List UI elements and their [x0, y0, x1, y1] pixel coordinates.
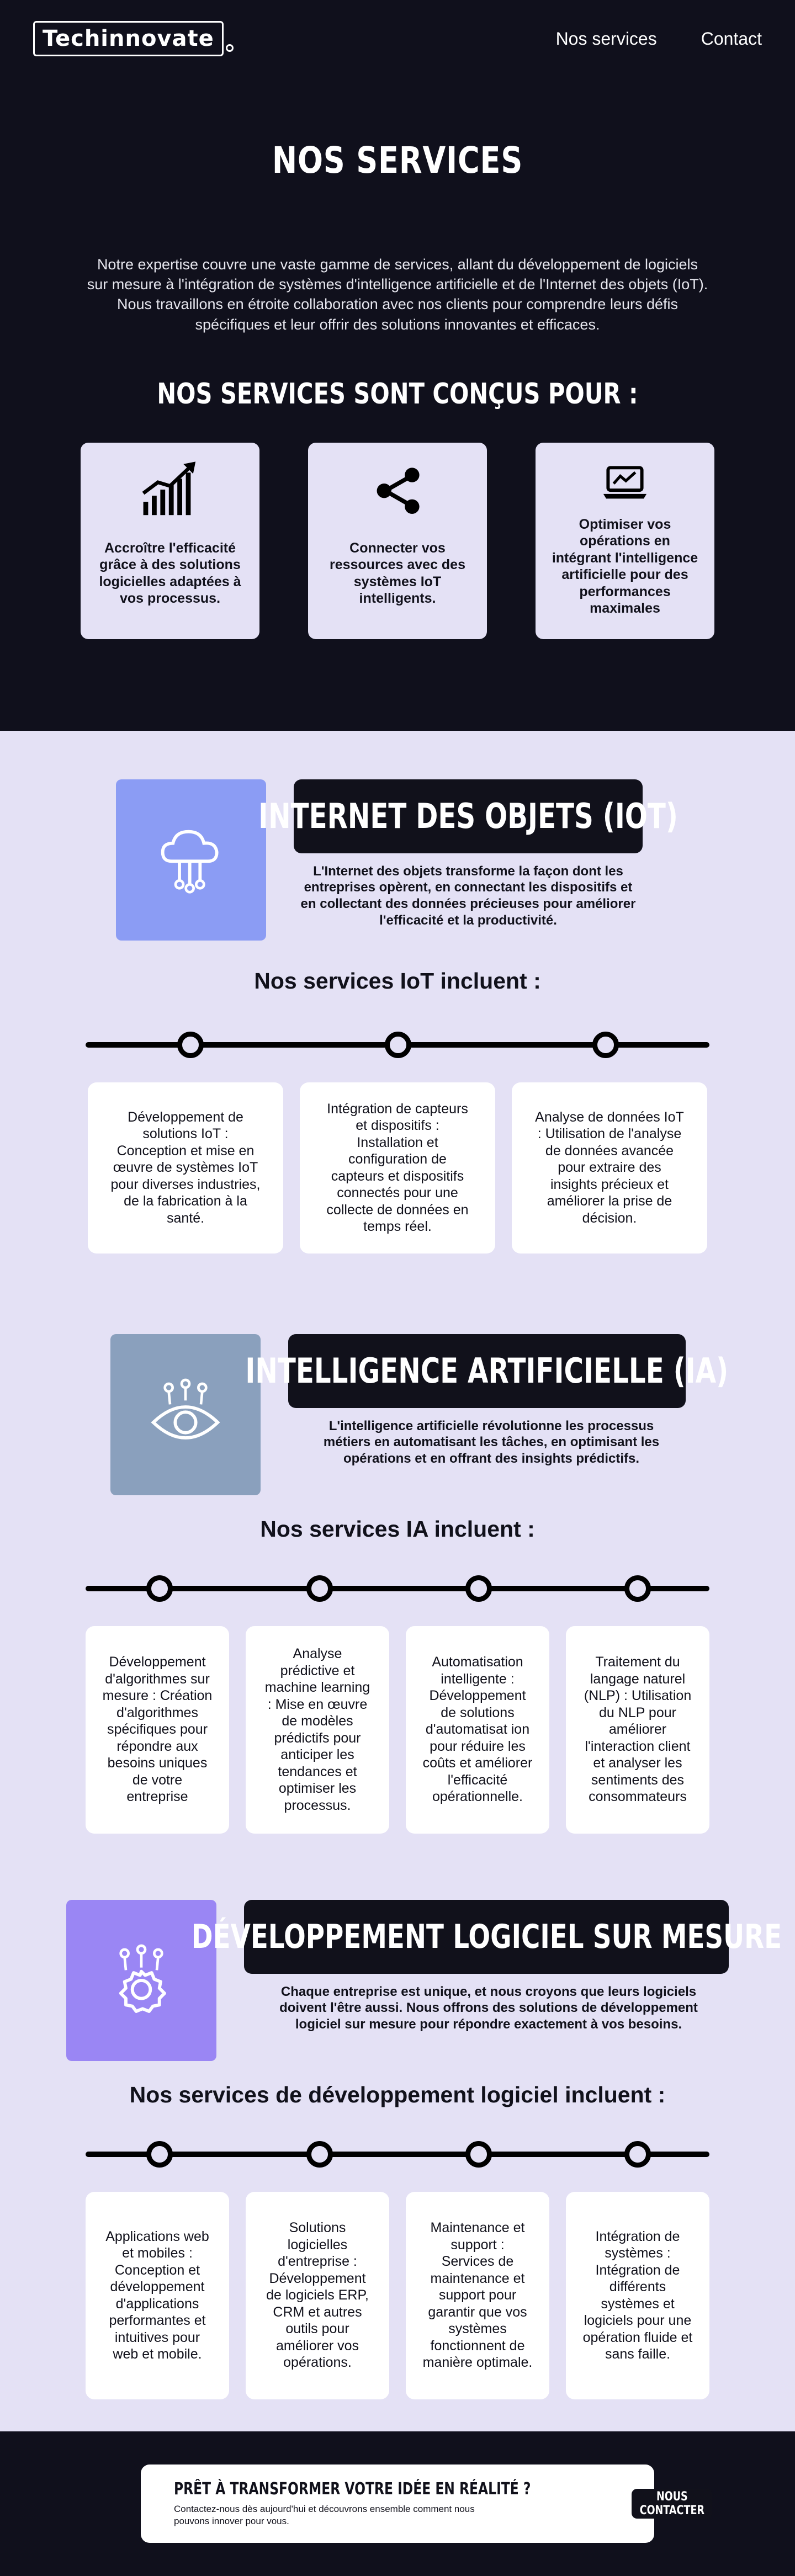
top-navigation [0, 0, 795, 77]
dev-service-list [0, 2192, 795, 2431]
footer [0, 2431, 795, 2576]
iot-includes-heading: Nos services IoT incluent : [254, 968, 541, 994]
timeline-node [385, 1032, 411, 1058]
list-item: Solutions logicielles d'entreprise : Développement de logiciels ERP, CRM et autres outils pour améliorer vos opérations. [246, 2192, 389, 2399]
ia-timeline [86, 1571, 709, 1604]
list-item: Analyse prédictive et machine learning : Mise en œuvre de modèles prédictifs pour anticiper les tendances et optimiser les processus. [246, 1626, 389, 1834]
ia-title: INTELLIGENCE ARTIFICIELLE (IA) [288, 1334, 686, 1408]
page-title: NOS SERVICES [272, 139, 523, 182]
goal-card-text: Optimiser vos opérations en intégrant l'intelligence artificielle pour des performances maximales [552, 516, 698, 617]
goal-card-text: Accroître l'efficacité grâce à des solutions logicielles adaptées à vos processus. [99, 540, 241, 607]
dev-timeline [86, 2137, 709, 2170]
goal-cards [0, 443, 795, 731]
list-item: Maintenance et support : Services de maintenance et support pour garantir que vos systèmes fonctionnent de manière optimale. [406, 2192, 549, 2399]
ia-description: L'intelligence artificielle révolutionne les processus métiers en automatisant les tâches, en optimisant les opérations et en offrant des insights prédictifs. [323, 1418, 660, 1467]
dev-includes-heading: Nos services de développement logiciel incluent : [129, 2081, 666, 2107]
goal-card-efficiency [81, 443, 259, 639]
goal-card-text: Connecter vos ressources avec des systèmes IoT intelligents. [329, 540, 465, 607]
contact-button[interactable] [632, 2489, 713, 2519]
hero-section [0, 0, 795, 731]
dev-section [0, 1900, 795, 2431]
timeline-node [624, 1575, 651, 1602]
nav-links [556, 29, 762, 49]
timeline-node [465, 1575, 492, 1602]
cloud-network-icon [116, 779, 266, 941]
ia-service-list [0, 1626, 795, 1900]
timeline-node [306, 2141, 333, 2168]
dev-description: Chaque entreprise est unique, et nous croyons que leurs logiciels doivent l'être aussi. Nous offrons des solutions de développement logiciel sur mesure pour répondre exactement à vos besoins. [279, 1984, 698, 2032]
list-item: Intégration de systèmes : Intégration de différents systèmes et logiciels pour une opération fluide et sans faille. [566, 2192, 709, 2399]
dev-title: DÉVELOPPEMENT LOGICIEL SUR MESURE [244, 1900, 729, 1974]
timeline-node [177, 1032, 204, 1058]
iot-description: L'Internet des objets transforme la façon dont les entreprises opèrent, en connectant les dispositifs et en collectant des données précieuses pour améliorer l'efficacité et la productivité. [300, 863, 636, 928]
goal-card-optimize [536, 443, 714, 639]
timeline-node [465, 2141, 492, 2168]
list-item: Traitement du langage naturel (NLP) : Utilisation du NLP pour améliorer l'interaction client et analyser les sentiments des consommateurs [566, 1626, 709, 1834]
cta-text: Contactez-nous dès aujourd'hui et découvrons ensemble comment nous pouvons innover pour vous. [174, 2504, 475, 2527]
timeline-node [146, 2141, 173, 2168]
iot-timeline [86, 1027, 709, 1060]
timeline-node [306, 1575, 333, 1602]
eye-circuit-icon [110, 1334, 261, 1495]
services-designed-heading: NOS SERVICES SONT CONÇUS POUR : [157, 377, 638, 411]
list-item: Développement de solutions IoT : Conception et mise en œuvre de systèmes IoT pour diverses industries, de la fabrication à la santé. [88, 1082, 283, 1254]
iot-title: INTERNET DES OBJETS (IOT) [294, 779, 643, 853]
list-item: Analyse de données IoT : Utilisation de l'analyse de données avancée pour extraire des insights précieux et améliorer la prise de décision. [512, 1082, 707, 1254]
iot-section [0, 731, 795, 1334]
services-body [0, 731, 795, 2431]
hero-description: Notre expertise couvre une vaste gamme de services, allant du développement de logiciels sur mesure à l'intégration de systèmes d'intelligence artificielle et de l'Internet des objets (IoT). Nous travaillons en étroite collaboration avec nos clients pour comprendre leurs défis spécifiques et leur offrir des solutions innovantes et efficaces. [87, 256, 708, 333]
cta-box [141, 2465, 704, 2543]
laptop-chart-icon [595, 459, 655, 506]
timeline-node [624, 2141, 651, 2168]
logo-text: Techinnovate [33, 21, 224, 56]
timeline-node [592, 1032, 619, 1058]
iot-service-list [0, 1082, 795, 1334]
timeline-node [146, 1575, 173, 1602]
ia-includes-heading: Nos services IA incluent : [260, 1516, 535, 1542]
logo-dot [226, 44, 234, 52]
list-item: Intégration de capteurs et dispositifs : Installation et configuration de capteurs et dispositifs connectés pour une collecte de données en temps réel. [300, 1082, 495, 1254]
contact-button-label: NOUS CONTACTER [639, 2489, 704, 2517]
growth-chart-icon [140, 459, 200, 520]
logo[interactable] [33, 21, 234, 56]
nav-link-contact[interactable]: Contact [701, 28, 762, 49]
share-nodes-icon [367, 459, 428, 520]
list-item: Développement d'algorithmes sur mesure : Création d'algorithmes spécifiques pour répondre aux besoins uniques de votre entreprise [86, 1626, 229, 1834]
list-item: Automatisation intelligente : Développement de solutions d'automatisat ion pour réduire les coûts et améliorer l'efficacité opérationnelle. [406, 1626, 549, 1834]
nav-link-services[interactable]: Nos services [555, 28, 657, 49]
cta-title: PRÊT À TRANSFORMER VOTRE IDÉE EN RÉALITÉ ? [174, 2479, 531, 2499]
list-item: Applications web et mobiles : Conception et développement d'applications performantes et intuitives pour web et mobile. [86, 2192, 229, 2399]
goal-card-connect [308, 443, 487, 639]
ia-section [0, 1334, 795, 1900]
